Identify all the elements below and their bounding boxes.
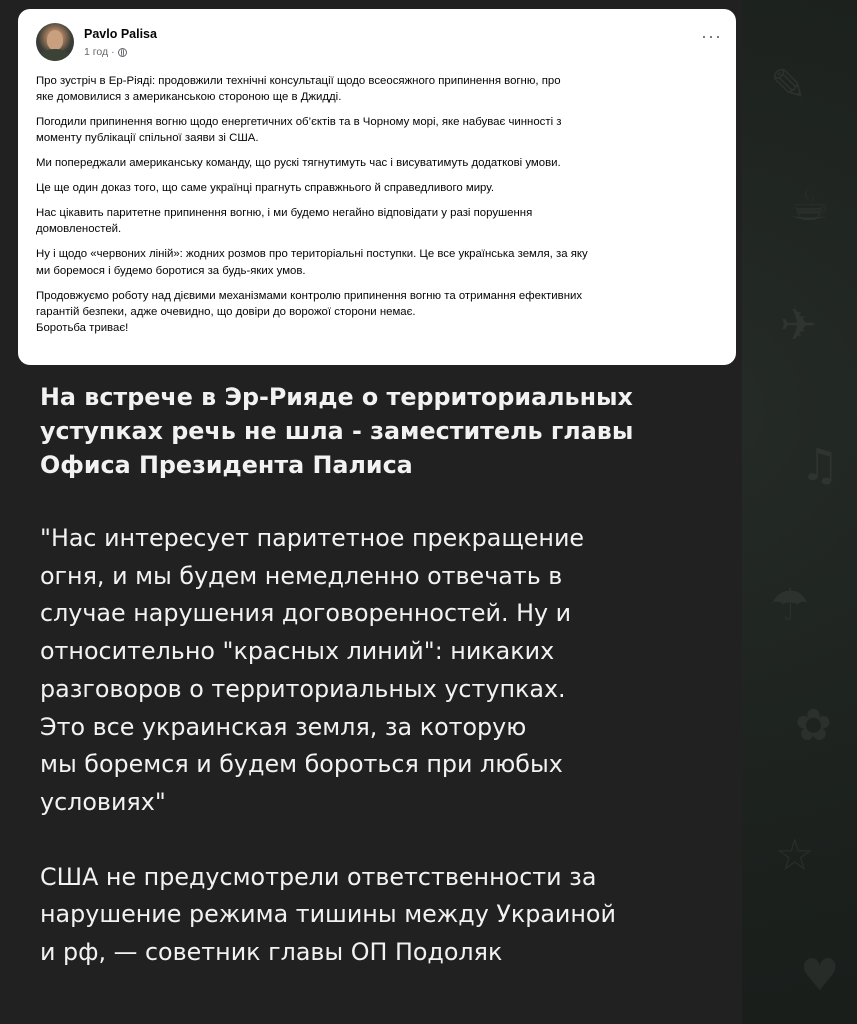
- message-title: На встрече в Эр-Рияде о территориальных уступках речь не шла - заместитель главы Офиса Президента Палиса: [40, 383, 634, 479]
- post-paragraph: Це ще один доказ того, що саме українці прагнуть справжнього й справедливого миру.: [36, 182, 494, 195]
- message-quote: "Нас интересует паритетное прекращение огня, и мы будем немедленно отвечать в случае нарушения договоренностей. Ну и относительно "красных линий": никаких разговоров о территориальных уступках. Это все украинская земля, за которую мы боремся и будем бороться при любых условиях": [40, 524, 585, 816]
- author-name[interactable]: Pavlo Palisa: [84, 27, 157, 41]
- post-meta: [84, 46, 127, 58]
- more-options-icon[interactable]: ···: [701, 26, 722, 46]
- post-paragraph: Погодили припинення вогню щодо енергетичних об’єктів та в Чорному морі, яке набуває чинності з моменту публікації спільної заяви зі США.: [36, 116, 562, 145]
- post-paragraph: Нас цікавить паритетне припинення вогню, і ми будемо негайно відповідати у разі порушення домовленостей.: [36, 207, 533, 236]
- post-body: [36, 73, 736, 336]
- doodle-icon: ☂: [770, 580, 810, 631]
- post-paragraph: Ну і щодо «червоних ліній»: жодних розмов про територіальні поступки. Це все українська земля, за яку ми боремося і будемо боротися за будь-яких умов.: [36, 248, 588, 277]
- message-footer: США не предусмотрели ответственности за нарушение режима тишины между Украиной и рф, — советник главы ОП Подоляк: [40, 862, 616, 967]
- message-text[interactable]: [40, 380, 730, 972]
- post-paragraph: Продовжуємо роботу над дієвими механізмами контролю припинення вогню та отримання ефективних гарантій безпеки, адже очевидно, що довіри до ворожої сторони немає. Боротьба триває!: [36, 289, 583, 335]
- post-paragraph: Ми попереджали американську команду, що рускі тягнутимуть час і висуватимуть додаткові умови.: [36, 157, 561, 170]
- facebook-post-screenshot[interactable]: [18, 9, 736, 365]
- doodle-icon: ♥: [800, 950, 840, 1001]
- avatar[interactable]: [36, 23, 74, 61]
- doodle-icon: ♫: [800, 440, 840, 491]
- doodle-icon: ✎: [770, 60, 807, 111]
- globe-icon: [118, 48, 127, 57]
- post-time[interactable]: 1 год: [84, 46, 109, 58]
- doodle-icon: ☕: [790, 180, 830, 231]
- post-paragraph: Про зустріч в Ер-Ріяді: продовжили технічні консультації щодо всеосяжного припинення вогню, про яке домовилися з американською стороною ще в Джидді.: [36, 75, 561, 104]
- doodle-icon: ☆: [775, 830, 815, 881]
- doodle-icon: ✿: [795, 700, 832, 751]
- meta-separator: ·: [111, 46, 115, 58]
- post-header: [36, 19, 726, 67]
- doodle-icon: ✈: [780, 300, 817, 351]
